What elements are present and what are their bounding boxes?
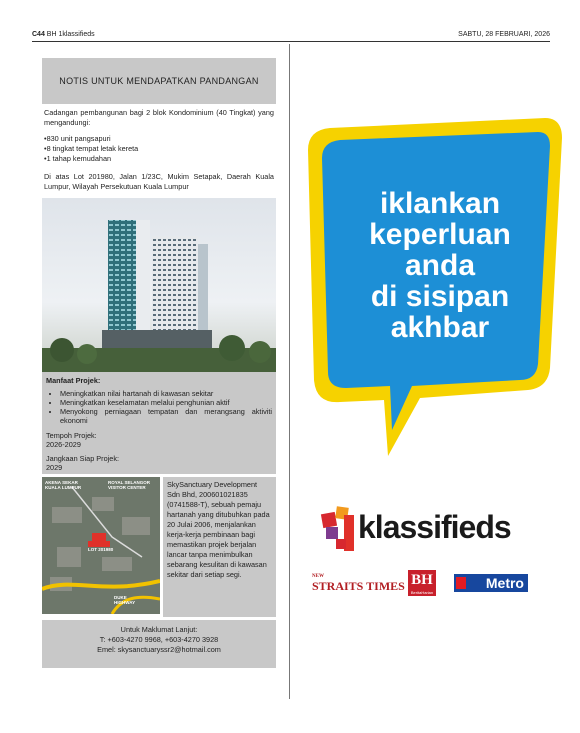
map-label-text: VISITOR CENTER xyxy=(108,485,146,490)
klassifieds-logo xyxy=(318,503,548,553)
feature-item: • 830 unit pangsapuri xyxy=(44,134,274,144)
ad-line: akhbar xyxy=(390,311,490,344)
publication-logos xyxy=(312,570,542,596)
klassifieds-wordmark: klassifieds xyxy=(358,509,511,545)
bh-logo xyxy=(408,570,436,596)
metro-logo xyxy=(454,574,528,592)
metro-title: Metro xyxy=(485,575,524,591)
benefit-item: • Menyokong perniagaan tempatan dan merangsang aktiviti ekonomi xyxy=(60,407,272,425)
contact-heading: Untuk Maklumat Lanjut: xyxy=(120,625,198,634)
metro-mark-icon xyxy=(456,577,466,589)
page-number: C44 xyxy=(32,31,45,38)
intro-text: Cadangan pembangunan bagi 2 blok Kondominium (40 Tingkat) yang mengandungi: xyxy=(44,108,274,127)
project-period xyxy=(46,431,272,449)
map-label-royal-selangor xyxy=(108,480,150,490)
map-label-text: ROYAL SELANGOR xyxy=(108,480,151,485)
map-label-text: KUALA LUMPUR xyxy=(45,485,82,490)
page-header xyxy=(32,31,550,42)
ad-line: anda xyxy=(404,249,476,282)
nst-logo xyxy=(312,574,405,594)
column-divider xyxy=(289,44,290,699)
feature-item: • 8 tingkat tempat letak kereta xyxy=(44,144,274,154)
benefit-item: • Meningkatkan nilai hartanah di kawasan sekitar xyxy=(60,389,272,398)
ad-line: di sisipan xyxy=(370,280,510,313)
nst-title: STRAITS TIMES xyxy=(312,579,405,593)
contact-email: Emel: skysanctuaryssr2@hotmail.com xyxy=(97,645,221,654)
benefits-heading: Manfaat Projek: xyxy=(46,376,101,385)
map-label-lot: LOT 201980 xyxy=(88,547,114,552)
ad-line: iklankan xyxy=(379,187,501,220)
nst-new: NEW xyxy=(312,574,324,579)
header-left xyxy=(32,31,95,38)
ad-text xyxy=(320,188,560,343)
bh-title: BH xyxy=(411,572,433,588)
notice-intro xyxy=(44,108,274,192)
project-completion xyxy=(46,454,272,472)
feature-list xyxy=(44,134,274,164)
klassifieds-logo-icon xyxy=(318,503,362,553)
map-label-text: HIGHWAY xyxy=(114,600,136,605)
map-label-text: AKENA SEKAR xyxy=(45,480,78,485)
section-name: BH 1klassifieds xyxy=(46,31,95,38)
location-map xyxy=(42,477,160,614)
feature-item: • 1 tahap kemudahan xyxy=(44,154,274,164)
map-and-developer xyxy=(42,477,276,617)
completion-label: Jangkaan Siap Projek: xyxy=(46,454,120,463)
bh-subtitle: BeritaHarian xyxy=(410,590,434,595)
contact-section xyxy=(42,620,276,668)
map-label-akena xyxy=(45,480,81,490)
period-label: Tempoh Projek: xyxy=(46,431,97,440)
period-value: 2026-2029 xyxy=(46,440,81,449)
speech-bubble-ad xyxy=(300,118,570,468)
map-label-text: DUKE xyxy=(114,595,127,600)
notice-advert xyxy=(42,58,276,668)
ad-line: keperluan xyxy=(369,218,511,251)
benefits-section xyxy=(42,372,276,474)
map-label-duke xyxy=(114,595,135,605)
contact-phone: T: +603-4270 9968, +603-4270 3928 xyxy=(99,635,219,644)
location-text: Di atas Lot 201980, Jalan 1/23C, Mukim Setapak, Daerah Kuala Lumpur, Wilayah Persekutuan Kuala Lumpur xyxy=(44,172,274,191)
benefits-list xyxy=(46,389,272,425)
benefit-item: • Meningkatkan keselamatan melalui penghunian aktif xyxy=(60,398,272,407)
building-render-image xyxy=(42,198,276,372)
notice-title: NOTIS UNTUK MENDAPATKAN PANDANGAN xyxy=(42,58,276,104)
header-date: SABTU, 28 FEBRUARI, 2026 xyxy=(458,31,550,38)
completion-value: 2029 xyxy=(46,463,63,472)
developer-info: SkySanctuary Development Sdn Bhd, 200601021835 (0741588-T), sebuah pemaju hartanah yang ditubuhkan pada 20 Julai 2006, menjalankan kerja-kerja pembinaan bagi memastikan projek berjalan lancar tanpa menimbulkan sebarang kesulitan di kawasan sekitar dari setiap segi. xyxy=(163,477,276,617)
